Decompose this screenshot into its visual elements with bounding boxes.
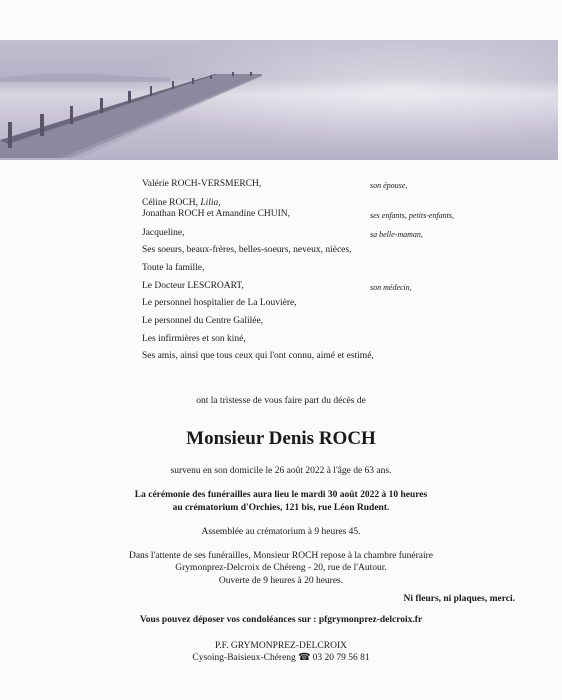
header-photo-pier: [0, 40, 558, 160]
family-member-name: Valérie ROCH-VERSMERCH,: [142, 179, 262, 189]
rest-line-2: Grymonprez-Delcroix de Chéreng - 20, rue de l'Autour.: [175, 563, 387, 573]
condolences-line: [0, 614, 562, 626]
family-member-relation: son médecin,: [370, 283, 412, 292]
rest-line-1: Dans l'attente de ses funérailles, Monsieur ROCH repose à la chambre funéraire: [128, 551, 434, 561]
funeral-home-contact: [0, 652, 562, 664]
family-member-name: Toute la famille,: [142, 263, 205, 273]
funeral-home-phone: 03 20 79 56 81: [312, 653, 370, 663]
family-member-name: Ses soeurs, beaux-frères, belles-soeurs, neveux, nièces,: [142, 245, 352, 255]
family-member-name: Jonathan ROCH et Amandine CHUIN,: [142, 209, 291, 219]
funeral-home-name: P.F. GRYMONPREZ-DELCROIX: [215, 641, 347, 651]
ceremony-line-2: au crématorium d'Orchies, 121 bis, rue Léon Rudent.: [172, 503, 390, 513]
condolences-link[interactable]: pfgrymonprez-delcroix.fr: [318, 615, 423, 625]
family-member-name: Le personnel hospitalier de La Louvière,: [142, 298, 297, 308]
telephone-icon: ☎: [298, 652, 311, 663]
family-member-name: Les infirmières et son kiné,: [142, 334, 246, 344]
ceremony-line-1: La cérémonie des funérailles aura lieu le mardi 30 août 2022 à 10 heures: [134, 490, 428, 500]
no-flowers-note: Ni fleurs, ni plaques, merci.: [403, 594, 515, 604]
family-member-name: Céline ROCH, Lilia,: [142, 198, 221, 208]
grandchild-name: Lilia,: [200, 198, 221, 208]
family-member-name: Jacqueline,: [142, 228, 185, 238]
family-member-name: Le personnel du Centre Galilée,: [142, 316, 264, 326]
family-member-relation: sa belle-maman,: [370, 230, 423, 239]
funeral-home-city: Cysoing-Baisieux-Chéreng: [192, 653, 296, 663]
rest-line-3: Ouverte de 9 heures à 20 heures.: [218, 576, 344, 586]
assembly-text: Assemblée au crématorium à 9 heures 45.: [201, 527, 361, 537]
deceased-name: Monsieur Denis ROCH: [186, 428, 376, 449]
death-info: survenu en son domicile le 26 août 2022 à l'âge de 63 ans.: [170, 466, 392, 476]
family-member-relation: son épouse,: [370, 181, 408, 190]
family-member-name: Ses amis, ainsi que tous ceux qui l'ont connu, aimé et estimé,: [142, 351, 374, 361]
condolences-label: Vous pouvez déposer vos condoléances sur :: [139, 615, 319, 625]
family-member-name: Le Docteur LESCROART,: [142, 281, 244, 291]
family-member-relation: ses enfants, petits-enfants,: [370, 211, 454, 220]
announcement-text: ont la tristesse de vous faire part du décès de: [196, 396, 366, 406]
